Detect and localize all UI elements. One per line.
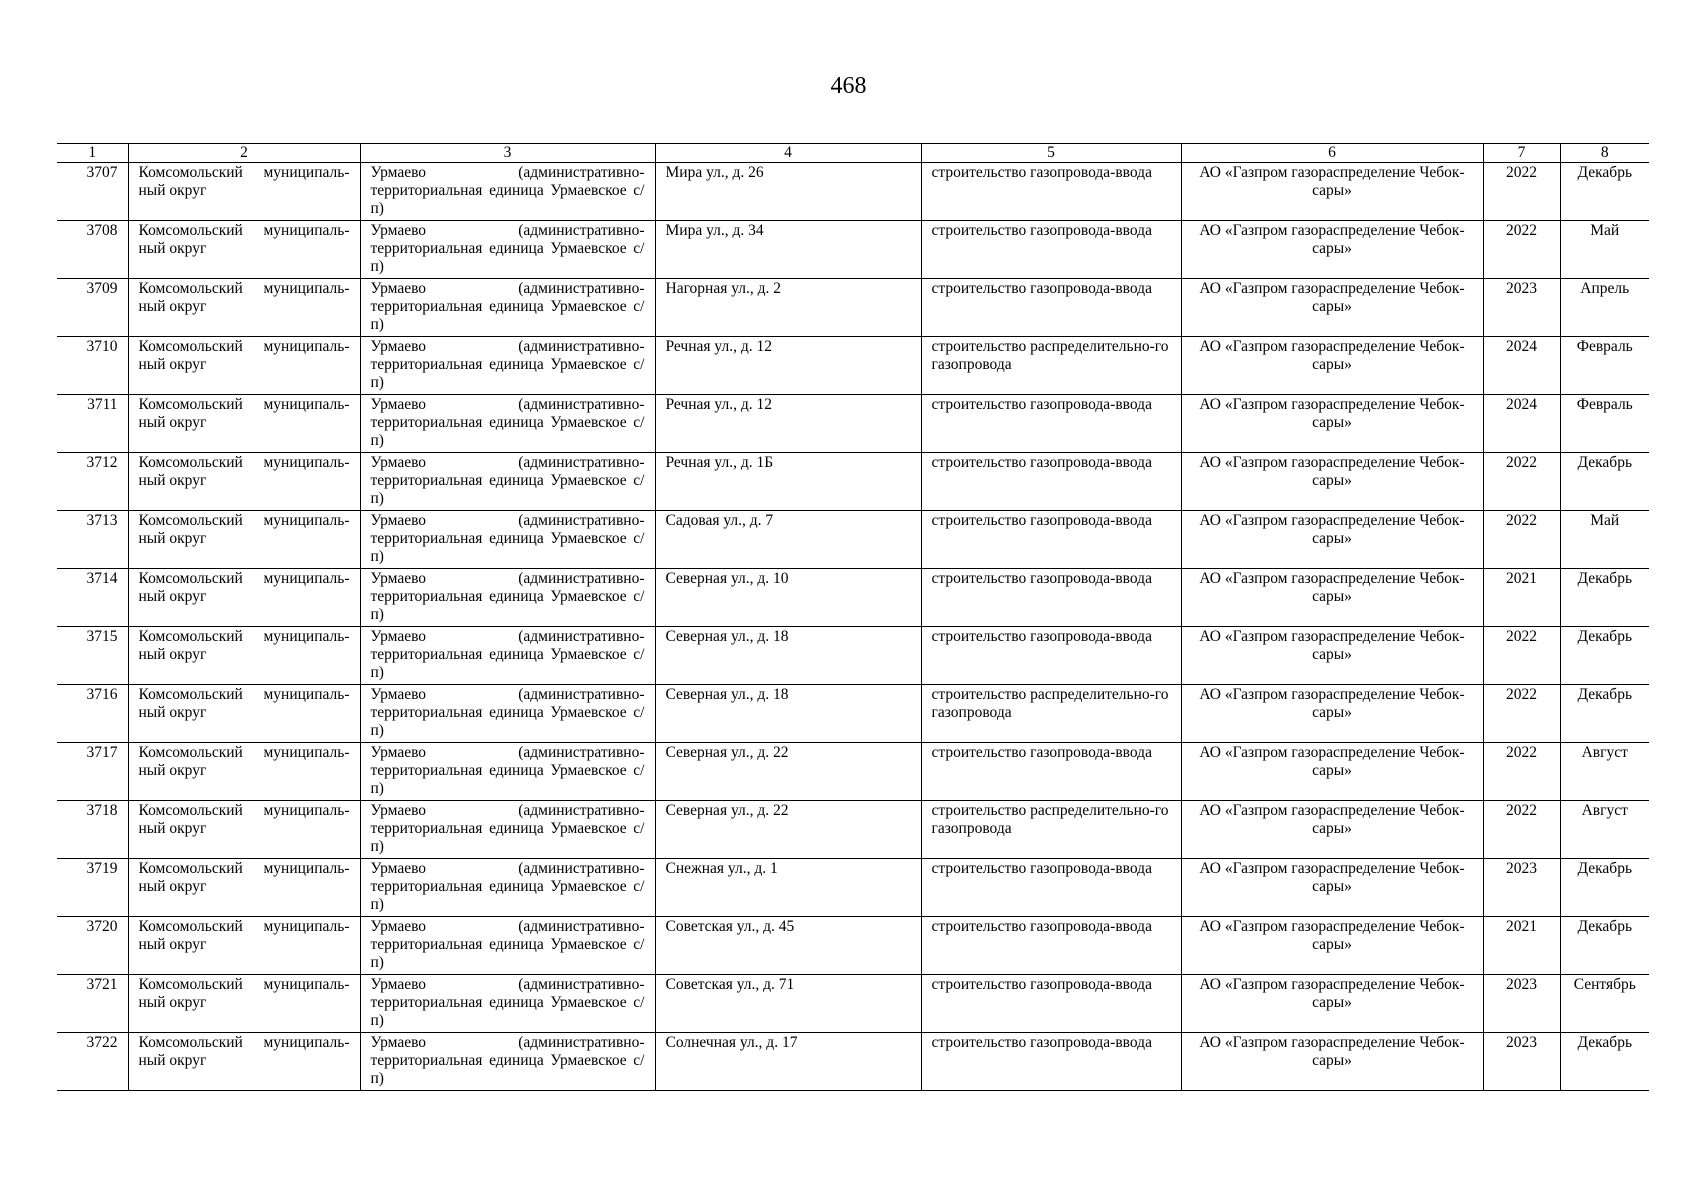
settlement-type: (административно- [518,1034,645,1051]
district-cell: Комсомольский муниципаль-ный округ [128,743,360,801]
settlement-name: Урмаево [370,918,427,935]
district-cell: Комсомольский муниципаль-ный округ [128,975,360,1033]
settlement-type: (административно- [518,570,645,587]
settlement-type: (административно- [518,222,645,239]
year-cell: 2022 [1483,453,1560,511]
organization-cell: АО «Газпром газораспределение Чебок-сары» [1181,453,1483,511]
table-row [57,975,1649,1033]
row-number-cell: 3721 [57,975,128,1033]
district-cell: Комсомольский муниципаль-ный округ [128,1033,360,1091]
settlement-cell [360,1033,655,1091]
organization-cell: АО «Газпром газораспределение Чебок-сары» [1181,685,1483,743]
table-row [57,453,1649,511]
table-row [57,163,1649,221]
table-body [57,163,1649,1091]
column-header: 5 [921,144,1181,163]
settlement-name: Урмаево [370,396,427,413]
settlement-unit: территориальная единица Урмаевское с/п) [370,820,645,855]
settlement-cell [360,395,655,453]
year-cell: 2021 [1483,917,1560,975]
organization-cell: АО «Газпром газораспределение Чебок-сары» [1181,337,1483,395]
settlement-unit: территориальная единица Урмаевское с/п) [370,298,645,333]
settlement-type: (административно- [518,744,645,761]
year-cell: 2023 [1483,859,1560,917]
district-cell: Комсомольский муниципаль-ный округ [128,453,360,511]
settlement-unit: территориальная единица Урмаевское с/п) [370,994,645,1029]
settlement-unit: территориальная единица Урмаевское с/п) [370,240,645,275]
address-cell: Садовая ул., д. 7 [655,511,921,569]
settlement-name: Урмаево [370,454,427,471]
year-cell: 2023 [1483,1033,1560,1091]
settlement-name: Урмаево [370,222,427,239]
address-cell: Северная ул., д. 18 [655,685,921,743]
work-type-cell: строительство газопровода-ввода [921,743,1181,801]
organization-cell: АО «Газпром газораспределение Чебок-сары» [1181,975,1483,1033]
month-cell: Август [1560,801,1649,859]
address-cell: Северная ул., д. 18 [655,627,921,685]
table-row [57,685,1649,743]
month-cell: Февраль [1560,395,1649,453]
month-cell: Декабрь [1560,859,1649,917]
settlement-cell [360,917,655,975]
settlement-cell [360,627,655,685]
work-type-cell: строительство газопровода-ввода [921,569,1181,627]
settlement-type: (административно- [518,628,645,645]
work-type-cell: строительство газопровода-ввода [921,917,1181,975]
work-type-cell: строительство газопровода-ввода [921,221,1181,279]
settlement-line [371,918,645,936]
settlement-type: (административно- [518,338,645,355]
column-header: 2 [128,144,360,163]
row-number-cell: 3713 [57,511,128,569]
settlement-name: Урмаево [370,802,427,819]
address-cell: Солнечная ул., д. 17 [655,1033,921,1091]
row-number-cell: 3714 [57,569,128,627]
address-cell: Речная ул., д. 1Б [655,453,921,511]
month-cell: Сентябрь [1560,975,1649,1033]
settlement-cell [360,569,655,627]
settlement-line [371,628,645,646]
settlement-name: Урмаево [370,628,427,645]
row-number-cell: 3720 [57,917,128,975]
settlement-cell [360,859,655,917]
address-cell: Северная ул., д. 22 [655,743,921,801]
column-header: 7 [1483,144,1560,163]
settlement-type: (административно- [518,686,645,703]
row-number-cell: 3716 [57,685,128,743]
settlement-type: (административно- [518,280,645,297]
work-type-cell: строительство газопровода-ввода [921,1033,1181,1091]
settlement-cell [360,337,655,395]
row-number-cell: 3710 [57,337,128,395]
settlement-line [371,686,645,704]
row-number-cell: 3718 [57,801,128,859]
settlement-name: Урмаево [370,570,427,587]
settlement-cell [360,743,655,801]
settlement-line [371,512,645,530]
settlement-name: Урмаево [370,280,427,297]
settlement-name: Урмаево [370,976,427,993]
settlement-cell [360,511,655,569]
table-row [57,569,1649,627]
column-header: 8 [1560,144,1649,163]
year-cell: 2022 [1483,163,1560,221]
table-row [57,279,1649,337]
work-type-cell: строительство распределительно-го газопровода [921,337,1181,395]
settlement-unit: территориальная единица Урмаевское с/п) [370,646,645,681]
settlement-cell [360,453,655,511]
month-cell: Декабрь [1560,685,1649,743]
row-number-cell: 3719 [57,859,128,917]
district-cell: Комсомольский муниципаль-ный округ [128,801,360,859]
year-cell: 2022 [1483,627,1560,685]
work-type-cell: строительство газопровода-ввода [921,511,1181,569]
table-row [57,917,1649,975]
settlement-name: Урмаево [370,512,427,529]
settlement-line [371,396,645,414]
address-cell: Речная ул., д. 12 [655,395,921,453]
settlement-type: (административно- [518,860,645,877]
table-row [57,743,1649,801]
address-cell: Снежная ул., д. 1 [655,859,921,917]
district-cell: Комсомольский муниципаль-ный округ [128,163,360,221]
column-header: 1 [57,144,128,163]
settlement-cell [360,163,655,221]
month-cell: Май [1560,221,1649,279]
settlement-name: Урмаево [370,860,427,877]
work-type-cell: строительство газопровода-ввода [921,975,1181,1033]
settlement-line [371,976,645,994]
settlement-line [371,164,645,182]
settlement-type: (административно- [518,918,645,935]
settlement-cell [360,685,655,743]
district-cell: Комсомольский муниципаль-ный округ [128,279,360,337]
table-row [57,801,1649,859]
year-cell: 2022 [1483,801,1560,859]
settlement-type: (административно- [518,396,645,413]
settlement-type: (административно- [518,164,645,181]
table-row [57,337,1649,395]
row-number-cell: 3712 [57,453,128,511]
settlement-line [371,860,645,878]
month-cell: Февраль [1560,337,1649,395]
month-cell: Декабрь [1560,917,1649,975]
settlement-cell [360,801,655,859]
year-cell: 2023 [1483,279,1560,337]
settlement-unit: территориальная единица Урмаевское с/п) [370,936,645,971]
settlement-line [371,802,645,820]
year-cell: 2022 [1483,221,1560,279]
settlement-unit: территориальная единица Урмаевское с/п) [370,530,645,565]
settlement-cell [360,279,655,337]
work-type-cell: строительство распределительно-го газопровода [921,685,1181,743]
settlement-type: (административно- [518,512,645,529]
work-type-cell: строительство газопровода-ввода [921,395,1181,453]
column-number-header-row [57,144,1649,163]
settlement-line [371,1034,645,1052]
month-cell: Декабрь [1560,1033,1649,1091]
table-row [57,221,1649,279]
organization-cell: АО «Газпром газораспределение Чебок-сары» [1181,917,1483,975]
district-cell: Комсомольский муниципаль-ный округ [128,627,360,685]
district-cell: Комсомольский муниципаль-ный округ [128,337,360,395]
settlement-name: Урмаево [370,1034,427,1051]
settlement-name: Урмаево [370,686,427,703]
settlement-line [371,222,645,240]
organization-cell: АО «Газпром газораспределение Чебок-сары» [1181,627,1483,685]
organization-cell: АО «Газпром газораспределение Чебок-сары» [1181,801,1483,859]
address-cell: Нагорная ул., д. 2 [655,279,921,337]
district-cell: Комсомольский муниципаль-ный округ [128,859,360,917]
work-type-cell: строительство газопровода-ввода [921,453,1181,511]
year-cell: 2022 [1483,743,1560,801]
settlement-unit: территориальная единица Урмаевское с/п) [370,704,645,739]
settlement-cell [360,975,655,1033]
organization-cell: АО «Газпром газораспределение Чебок-сары» [1181,395,1483,453]
month-cell: Декабрь [1560,453,1649,511]
month-cell: Декабрь [1560,569,1649,627]
month-cell: Август [1560,743,1649,801]
address-cell: Северная ул., д. 10 [655,569,921,627]
row-number-cell: 3717 [57,743,128,801]
row-number-cell: 3708 [57,221,128,279]
address-cell: Мира ул., д. 26 [655,163,921,221]
settlement-type: (административно- [518,802,645,819]
month-cell: Декабрь [1560,627,1649,685]
table-row [57,627,1649,685]
district-cell: Комсомольский муниципаль-ный округ [128,221,360,279]
organization-cell: АО «Газпром газораспределение Чебок-сары» [1181,1033,1483,1091]
organization-cell: АО «Газпром газораспределение Чебок-сары» [1181,511,1483,569]
address-cell: Северная ул., д. 22 [655,801,921,859]
district-cell: Комсомольский муниципаль-ный округ [128,685,360,743]
column-header: 3 [360,144,655,163]
settlement-line [371,338,645,356]
work-type-cell: строительство распределительно-го газопровода [921,801,1181,859]
work-type-cell: строительство газопровода-ввода [921,627,1181,685]
organization-cell: АО «Газпром газораспределение Чебок-сары» [1181,279,1483,337]
row-number-cell: 3707 [57,163,128,221]
address-cell: Советская ул., д. 71 [655,975,921,1033]
settlement-line [371,570,645,588]
settlement-name: Урмаево [370,744,427,761]
settlement-unit: территориальная единица Урмаевское с/п) [370,588,645,623]
year-cell: 2022 [1483,511,1560,569]
column-header: 4 [655,144,921,163]
organization-cell: АО «Газпром газораспределение Чебок-сары» [1181,163,1483,221]
settlement-type: (административно- [518,976,645,993]
settlement-unit: территориальная единица Урмаевское с/п) [370,356,645,391]
year-cell: 2022 [1483,685,1560,743]
settlement-unit: территориальная единица Урмаевское с/п) [370,414,645,449]
row-number-cell: 3709 [57,279,128,337]
district-cell: Комсомольский муниципаль-ный округ [128,511,360,569]
table-row [57,511,1649,569]
year-cell: 2023 [1483,975,1560,1033]
work-type-cell: строительство газопровода-ввода [921,163,1181,221]
settlement-cell [360,221,655,279]
month-cell: Декабрь [1560,163,1649,221]
row-number-cell: 3722 [57,1033,128,1091]
year-cell: 2021 [1483,569,1560,627]
column-header: 6 [1181,144,1483,163]
gas-pipeline-schedule-table [57,143,1649,1091]
settlement-line [371,744,645,762]
settlement-line [371,454,645,472]
address-cell: Речная ул., д. 12 [655,337,921,395]
organization-cell: АО «Газпром газораспределение Чебок-сары» [1181,221,1483,279]
address-cell: Советская ул., д. 45 [655,917,921,975]
settlement-unit: территориальная единица Урмаевское с/п) [370,472,645,507]
table-row [57,395,1649,453]
row-number-cell: 3711 [57,395,128,453]
work-type-cell: строительство газопровода-ввода [921,859,1181,917]
address-cell: Мира ул., д. 34 [655,221,921,279]
settlement-line [371,280,645,298]
settlement-unit: территориальная единица Урмаевское с/п) [370,1052,645,1087]
organization-cell: АО «Газпром газораспределение Чебок-сары» [1181,569,1483,627]
district-cell: Комсомольский муниципаль-ный округ [128,569,360,627]
year-cell: 2024 [1483,337,1560,395]
district-cell: Комсомольский муниципаль-ный округ [128,917,360,975]
table-row [57,1033,1649,1091]
month-cell: Май [1560,511,1649,569]
settlement-unit: территориальная единица Урмаевское с/п) [370,182,645,217]
month-cell: Апрель [1560,279,1649,337]
district-cell: Комсомольский муниципаль-ный округ [128,395,360,453]
settlement-name: Урмаево [370,338,427,355]
settlement-unit: территориальная единица Урмаевское с/п) [370,762,645,797]
year-cell: 2024 [1483,395,1560,453]
settlement-unit: территориальная единица Урмаевское с/п) [370,878,645,913]
page-number: 468 [830,73,867,99]
settlement-name: Урмаево [370,164,427,181]
settlement-type: (административно- [518,454,645,471]
organization-cell: АО «Газпром газораспределение Чебок-сары» [1181,743,1483,801]
row-number-cell: 3715 [57,627,128,685]
table-row [57,859,1649,917]
organization-cell: АО «Газпром газораспределение Чебок-сары» [1181,859,1483,917]
work-type-cell: строительство газопровода-ввода [921,279,1181,337]
